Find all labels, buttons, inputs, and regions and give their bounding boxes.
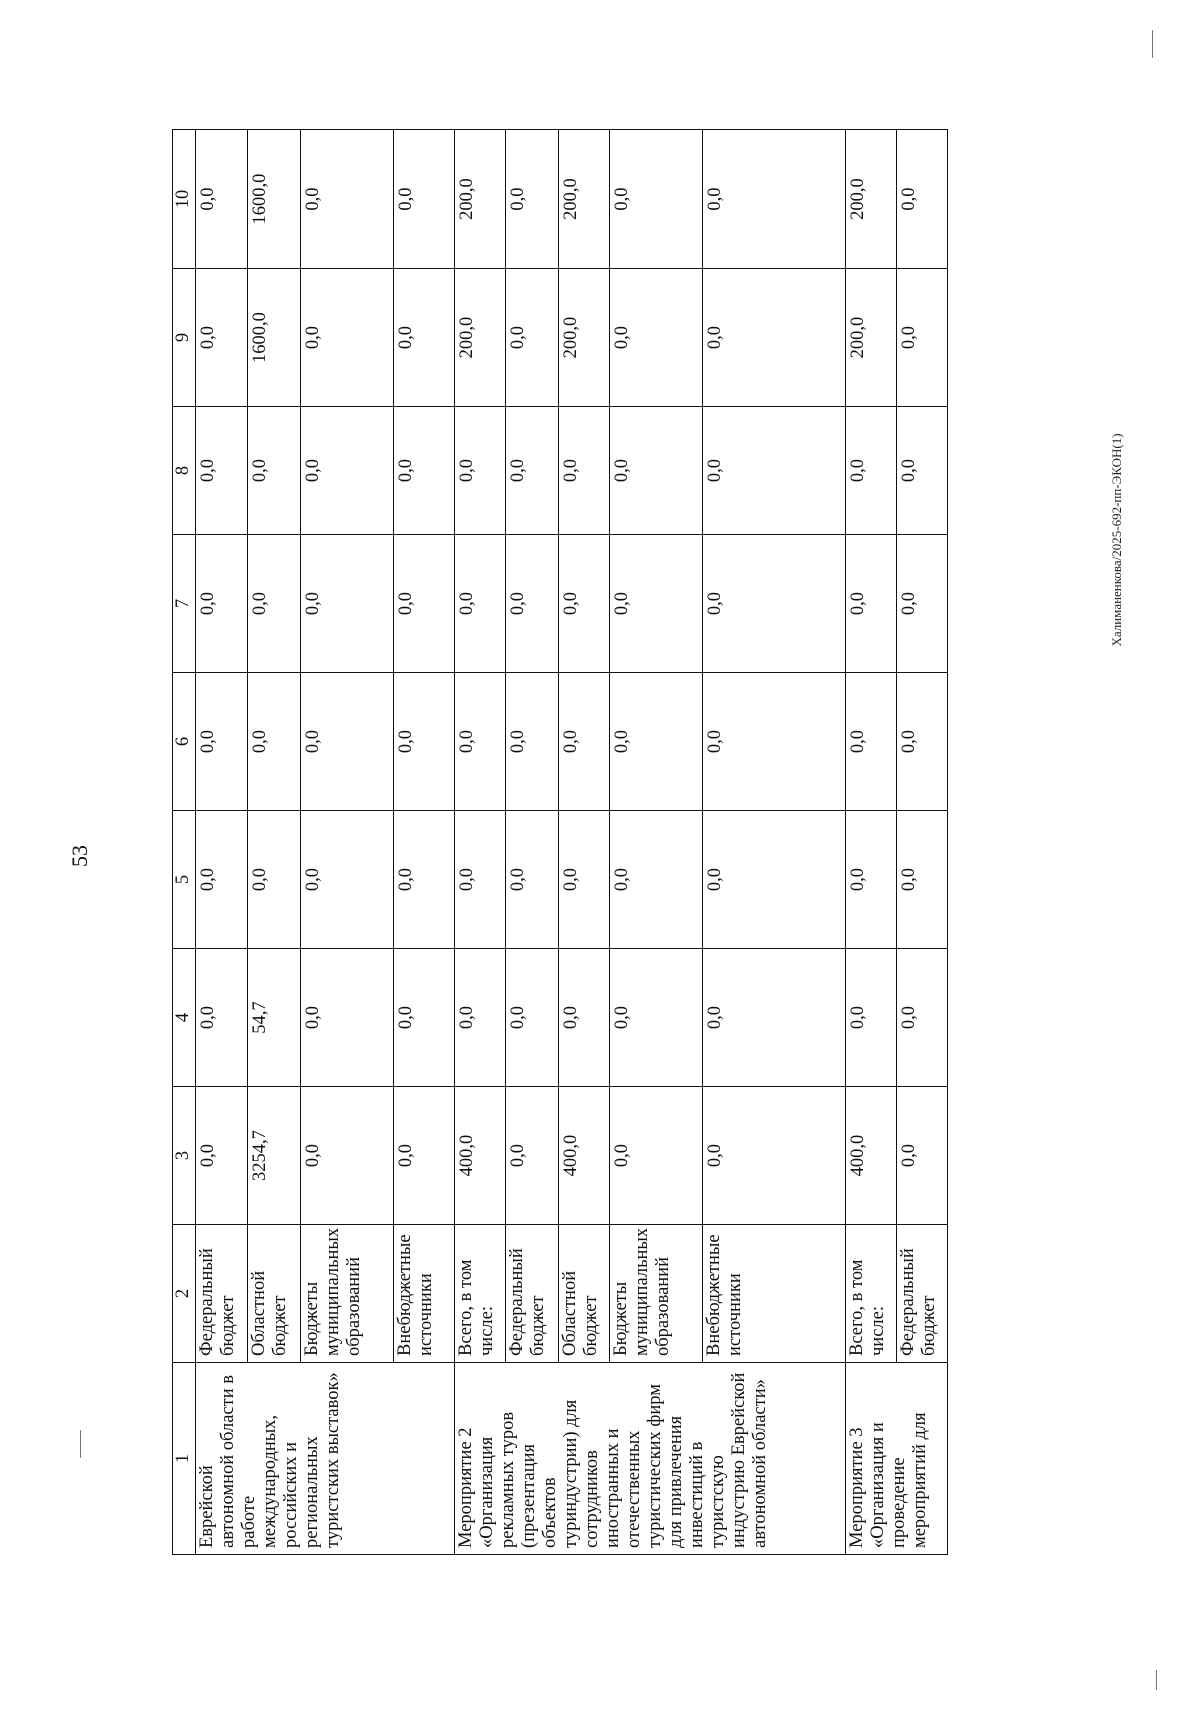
value-cell: 0,0 — [702, 673, 845, 811]
value-cell: 0,0 — [300, 673, 393, 811]
table-row — [505, 130, 558, 1555]
value-cell: 0,0 — [393, 949, 454, 1087]
value-cell: 0,0 — [393, 673, 454, 811]
value-cell: 0,0 — [558, 407, 609, 535]
value-cell: 0,0 — [896, 811, 947, 949]
header-row — [173, 130, 196, 1555]
value-cell: 0,0 — [300, 407, 393, 535]
table-row — [300, 130, 393, 1555]
value-cell: 0,0 — [896, 130, 947, 269]
value-cell: 0,0 — [196, 535, 247, 673]
header-cell: 9 — [173, 269, 196, 407]
value-cell: 0,0 — [845, 949, 896, 1087]
value-cell: 1600,0 — [247, 269, 300, 407]
header-cell: 7 — [173, 535, 196, 673]
value-cell: 0,0 — [196, 269, 247, 407]
value-cell: 0,0 — [609, 407, 702, 535]
value-cell: 0,0 — [505, 673, 558, 811]
table-row — [196, 130, 247, 1555]
value-cell: 200,0 — [454, 130, 505, 269]
table-row — [702, 130, 845, 1555]
value-cell: 400,0 — [845, 1087, 896, 1225]
value-cell: 0,0 — [454, 949, 505, 1087]
value-cell: 0,0 — [896, 1087, 947, 1225]
value-cell: 0,0 — [300, 811, 393, 949]
scan-mark-bottom — [1156, 1670, 1157, 1690]
value-cell: 0,0 — [609, 1087, 702, 1225]
value-cell: 0,0 — [702, 949, 845, 1087]
header-cell: 8 — [173, 407, 196, 535]
table-row — [896, 130, 947, 1555]
activity-name-cell: Мероприятие 2 «Организация рекламных туров (презентация объектов туриндустрии) для сотрудников иностранных и отечественных туристических фирм для привлечения инвестиций в туристскую индустрию Еврейской автономной области» — [454, 1363, 845, 1555]
value-cell: 200,0 — [845, 269, 896, 407]
value-cell: 0,0 — [505, 130, 558, 269]
value-cell: 0,0 — [393, 535, 454, 673]
value-cell: 0,0 — [196, 130, 247, 269]
value-cell: 0,0 — [247, 673, 300, 811]
value-cell: 0,0 — [702, 130, 845, 269]
table-row — [247, 130, 300, 1555]
value-cell: 0,0 — [845, 811, 896, 949]
value-cell: 0,0 — [393, 811, 454, 949]
funding-source-cell: Бюджеты муниципальных образований — [300, 1225, 393, 1363]
funding-source-cell: Федеральный бюджет — [505, 1225, 558, 1363]
value-cell: 0,0 — [505, 535, 558, 673]
activity-name-cell: Еврейской автономной области в работе международных, российских и региональных туристских выставок» — [196, 1363, 454, 1555]
table-row — [558, 130, 609, 1555]
value-cell: 0,0 — [196, 1087, 247, 1225]
value-cell: 0,0 — [505, 269, 558, 407]
value-cell: 0,0 — [845, 535, 896, 673]
footer-code: Халиманенкова/2025-692-пп-ЭКОН(1) — [1109, 433, 1124, 647]
scan-mark-top — [1152, 30, 1153, 58]
funding-source-cell: Бюджеты муниципальных образований — [609, 1225, 702, 1363]
table-row — [845, 130, 896, 1555]
funding-source-cell: Всего, в том числе: — [454, 1225, 505, 1363]
value-cell: 0,0 — [505, 949, 558, 1087]
funding-source-cell: Областной бюджет — [247, 1225, 300, 1363]
value-cell: 0,0 — [702, 407, 845, 535]
value-cell: 200,0 — [558, 130, 609, 269]
funding-source-cell: Всего, в том числе: — [845, 1225, 896, 1363]
value-cell: 0,0 — [196, 949, 247, 1087]
value-cell: 0,0 — [558, 949, 609, 1087]
value-cell: 0,0 — [196, 407, 247, 535]
value-cell: 0,0 — [702, 1087, 845, 1225]
value-cell: 0,0 — [454, 407, 505, 535]
value-cell: 200,0 — [845, 130, 896, 269]
value-cell: 0,0 — [558, 535, 609, 673]
value-cell: 3254,7 — [247, 1087, 300, 1225]
value-cell: 0,0 — [558, 673, 609, 811]
value-cell: 0,0 — [196, 673, 247, 811]
value-cell: 0,0 — [896, 407, 947, 535]
budget-table — [172, 129, 948, 1555]
value-cell: 400,0 — [454, 1087, 505, 1225]
page-number: 53 — [67, 845, 92, 867]
value-cell: 0,0 — [609, 949, 702, 1087]
value-cell: 0,0 — [896, 949, 947, 1087]
value-cell: 0,0 — [609, 673, 702, 811]
value-cell: 0,0 — [896, 269, 947, 407]
value-cell: 200,0 — [454, 269, 505, 407]
value-cell: 0,0 — [845, 673, 896, 811]
value-cell: 0,0 — [300, 535, 393, 673]
value-cell: 0,0 — [505, 1087, 558, 1225]
value-cell: 0,0 — [845, 407, 896, 535]
value-cell: 0,0 — [558, 811, 609, 949]
header-cell: 10 — [173, 130, 196, 269]
header-cell: 1 — [173, 1363, 196, 1555]
value-cell: 0,0 — [393, 269, 454, 407]
value-cell: 0,0 — [702, 269, 845, 407]
value-cell: 0,0 — [247, 535, 300, 673]
funding-source-cell: Федеральный бюджет — [896, 1225, 947, 1363]
value-cell: 0,0 — [702, 535, 845, 673]
header-cell: 3 — [173, 1087, 196, 1225]
header-cell: 4 — [173, 949, 196, 1087]
value-cell: 0,0 — [609, 130, 702, 269]
value-cell: 0,0 — [454, 811, 505, 949]
value-cell: 0,0 — [454, 535, 505, 673]
value-cell: 0,0 — [505, 811, 558, 949]
scan-mark-left — [80, 1430, 81, 1458]
value-cell: 0,0 — [609, 811, 702, 949]
value-cell: 0,0 — [609, 535, 702, 673]
funding-source-cell: Внебюджетные источники — [702, 1225, 845, 1363]
activity-name-cell: Мероприятие 3 «Организация и проведение мероприятий для — [845, 1363, 947, 1555]
funding-source-cell: Областной бюджет — [558, 1225, 609, 1363]
header-cell: 2 — [173, 1225, 196, 1363]
table-body — [173, 130, 948, 1555]
value-cell: 0,0 — [702, 811, 845, 949]
value-cell: 0,0 — [247, 811, 300, 949]
header-cell: 5 — [173, 811, 196, 949]
header-cell: 6 — [173, 673, 196, 811]
value-cell: 0,0 — [896, 535, 947, 673]
value-cell: 0,0 — [393, 1087, 454, 1225]
value-cell: 0,0 — [196, 811, 247, 949]
value-cell: 0,0 — [247, 407, 300, 535]
rotated-table-container — [172, 130, 948, 1555]
value-cell: 0,0 — [300, 269, 393, 407]
table-row — [393, 130, 454, 1555]
value-cell: 1600,0 — [247, 130, 300, 269]
funding-source-cell: Внебюджетные источники — [393, 1225, 454, 1363]
value-cell: 0,0 — [609, 269, 702, 407]
value-cell: 54,7 — [247, 949, 300, 1087]
value-cell: 0,0 — [300, 949, 393, 1087]
value-cell: 0,0 — [393, 407, 454, 535]
value-cell: 0,0 — [505, 407, 558, 535]
value-cell: 0,0 — [300, 130, 393, 269]
value-cell: 400,0 — [558, 1087, 609, 1225]
value-cell: 200,0 — [558, 269, 609, 407]
value-cell: 0,0 — [393, 130, 454, 269]
value-cell: 0,0 — [454, 673, 505, 811]
funding-source-cell: Федеральный бюджет — [196, 1225, 247, 1363]
value-cell: 0,0 — [896, 673, 947, 811]
table-row — [454, 130, 505, 1555]
value-cell: 0,0 — [300, 1087, 393, 1225]
table-row — [609, 130, 702, 1555]
